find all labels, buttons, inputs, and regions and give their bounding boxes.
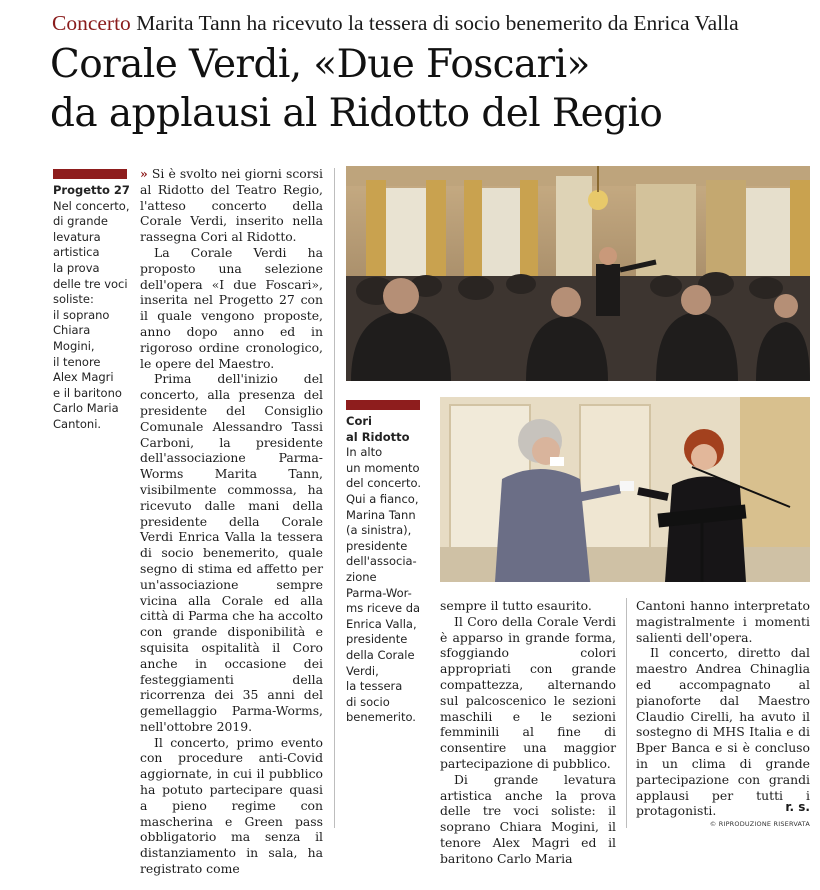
sidebar-caption-line: zione	[346, 569, 377, 584]
paragraph: Il concerto, primo evento con procedure anti-Covid aggiornate, in cui il pubblico ha potuto partecipare quasi a pieno regime con mascherina e Green pass obbligatorio ma senza il distanziamento in sala, ha registrato come	[140, 734, 323, 877]
sidebar-caption-line: Alex Magri	[53, 370, 114, 385]
sidebar-caption-line: ms riceve da	[346, 601, 421, 616]
sidebar-lead-line: al Ridotto	[346, 429, 410, 444]
paragraph-text: Si è svolto nei giorni scorsi al Ridotto del Teatro Regio, l'atteso concerto della Corale Verdi, inserito nella rassegna Cori al Ridotto.	[140, 166, 323, 245]
paragraph: Il Coro della Corale Verdi è apparso in grande forma, sfoggiando colori appropriati con grande compattezza, alternando sul palcoscenico le sezioni maschili e le sezioni femminili al fine di consentire una maggior partecipazione di pubblico.	[440, 613, 616, 771]
sidebar-caption-line: Marina Tann	[346, 507, 416, 522]
sidebar-caption-line: artistica	[53, 245, 100, 260]
sidebar-caption-line: del concerto.	[346, 476, 421, 491]
sidebar-caption-line: il tenore	[53, 354, 101, 369]
article-column-3	[636, 598, 810, 819]
kicker	[52, 10, 812, 36]
headline-line-1: Corale Verdi, «Due Foscari»	[50, 42, 590, 87]
sidebar-caption-line: In alto	[346, 445, 383, 460]
sidebar-caption-line: Mogini,	[53, 338, 95, 353]
sidebar-accent-bar	[53, 169, 127, 179]
sidebar-caption-line: di socio	[346, 694, 390, 709]
sidebar-caption-line: presidente	[346, 538, 408, 553]
sidebar-caption-line: dell'associa-	[346, 554, 417, 569]
sidebar-caption-line: di grande	[53, 214, 108, 229]
paragraph: Cantoni hanno interpretato magistralmente i momenti salienti dell'opera.	[636, 598, 810, 645]
sidebar-caption-line: soliste:	[53, 292, 94, 307]
column-divider	[334, 168, 335, 828]
headline	[50, 40, 810, 138]
sidebar-caption-line: (a sinistra),	[346, 523, 412, 538]
paragraph-marker-icon: »	[140, 166, 148, 181]
sidebar-caption-line: la prova	[53, 260, 100, 275]
headline-line-2: da applausi al Ridotto del Regio	[50, 91, 663, 136]
sidebar-caption-line: Nel concerto,	[53, 198, 130, 213]
sidebar-caption-line: Parma-Wor-	[346, 585, 412, 600]
sidebar-caption-line: un momento	[346, 460, 420, 475]
column-divider	[626, 598, 627, 828]
sidebar-caption-line: presidente	[346, 632, 408, 647]
sidebar-caption-line: Cantoni.	[53, 416, 102, 431]
category-label: Concerto	[52, 11, 131, 35]
sidebar-lead: Progetto 27	[53, 183, 130, 197]
sidebar-caption-line: Carlo Maria	[53, 401, 119, 416]
sidebar-caption-line: e il baritono	[53, 385, 122, 400]
author-signature: r. s.	[785, 800, 810, 814]
article-column-2	[440, 598, 616, 867]
paragraph: Il concerto, diretto dal maestro Andrea Chinaglia ed accompagnato al pianoforte dal Maestro Claudio Cirelli, ha avuto il sostegno di MHS Italia e di Bper Banca e si è concluso in un clima di grande partecipazione con grandi applausi per tutti i protagonisti.	[636, 645, 810, 819]
sidebar-caption-line: Qui a fianco,	[346, 491, 419, 506]
sidebar-caption-line: delle tre voci	[53, 276, 128, 291]
sidebar-accent-bar	[346, 400, 420, 410]
paragraph: La Corale Verdi ha proposto una selezione dell'opera «I due Foscari», inserita nel Progetto 27 con il quale vengono proposte, anno dopo anno ed in rigoroso ordine cronologico, le opere del Maestro.	[140, 244, 323, 371]
concert-photo	[346, 166, 810, 381]
sidebar-progetto-27	[53, 183, 133, 433]
sidebar-lead-line: Cori	[346, 414, 372, 428]
sidebar-cori-al-ridotto	[346, 414, 432, 726]
sidebar-caption-line: il soprano	[53, 307, 110, 322]
paragraph	[140, 166, 323, 245]
article-column-1	[140, 166, 323, 877]
sidebar-caption-line: levatura	[53, 229, 101, 244]
copyright-notice: © RIPRODUZIONE RISERVATA	[709, 820, 810, 828]
paragraph: Di grande levatura artistica anche la prova delle tre voci soliste: il soprano Chiara Mogini, il tenore Alex Magri ed il baritono Carlo Maria	[440, 771, 616, 866]
sidebar-caption-line: Chiara	[53, 323, 91, 338]
sidebar-caption-line: della Corale	[346, 647, 415, 662]
award-photo	[440, 397, 810, 582]
paragraph: Prima dell'inizio del concerto, alla presenza del presidente del Consiglio Comunale Alessandro Tassi Carboni, la presidente dell'associazione Parma-Worms Marita Tann, visibilmente commossa, ha ricevuto dalle mani della presidente della Corale Verdi Enrica Valla la tessera di socio benemerito, quale segno di stima ed affetto per un'associazione sempre vicina alla Corale ed alla città di Parma che ha accolto con grande disponibilità e squisita ospitalità il Coro anche in occasione dei festeggiamenti della ricorrenza dei 35 anni del gemellaggio Parma-Worms, nell'ottobre 2019.	[140, 371, 323, 734]
kicker-text: Marita Tann ha ricevuto la tessera di socio benemerito da Enrica Valla	[136, 11, 739, 35]
sidebar-caption-line: Enrica Valla,	[346, 616, 417, 631]
sidebar-caption-line: benemerito.	[346, 710, 416, 725]
sidebar-caption-line: Verdi,	[346, 663, 379, 678]
paragraph: sempre il tutto esaurito.	[440, 598, 592, 613]
sidebar-caption-line: la tessera	[346, 679, 403, 694]
